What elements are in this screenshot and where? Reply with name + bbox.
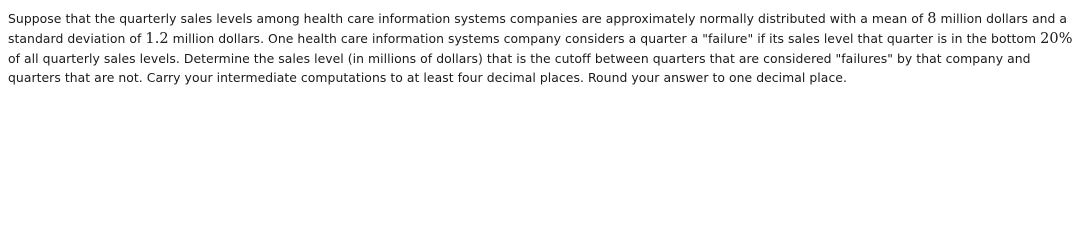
- problem-text-part-4: of all quarterly sales levels. Determine the sales level (in millions of dollars) that is the cutoff between quarters that are considered "failures" by that company and quarters that are not. Carry your intermediate computations to at least four decimal places. Round your answer to one decimal place.: [8, 51, 1031, 85]
- problem-statement: [8, 9, 1078, 87]
- mean-value: 8: [927, 11, 937, 27]
- standard-deviation-value: 1.2: [145, 31, 169, 47]
- problem-text-part-2: million dollars and a standard deviation of: [8, 11, 1068, 46]
- problem-text-part-1: Suppose that the quarterly sales levels among health care information systems companies are approximately normally distributed with a mean of: [8, 11, 928, 26]
- percentile-value: 20%: [1040, 31, 1073, 47]
- problem-text-part-3: million dollars. One health care information systems company considers a quarter a "failure" if its sales level that quarter is in the bottom: [168, 31, 1041, 46]
